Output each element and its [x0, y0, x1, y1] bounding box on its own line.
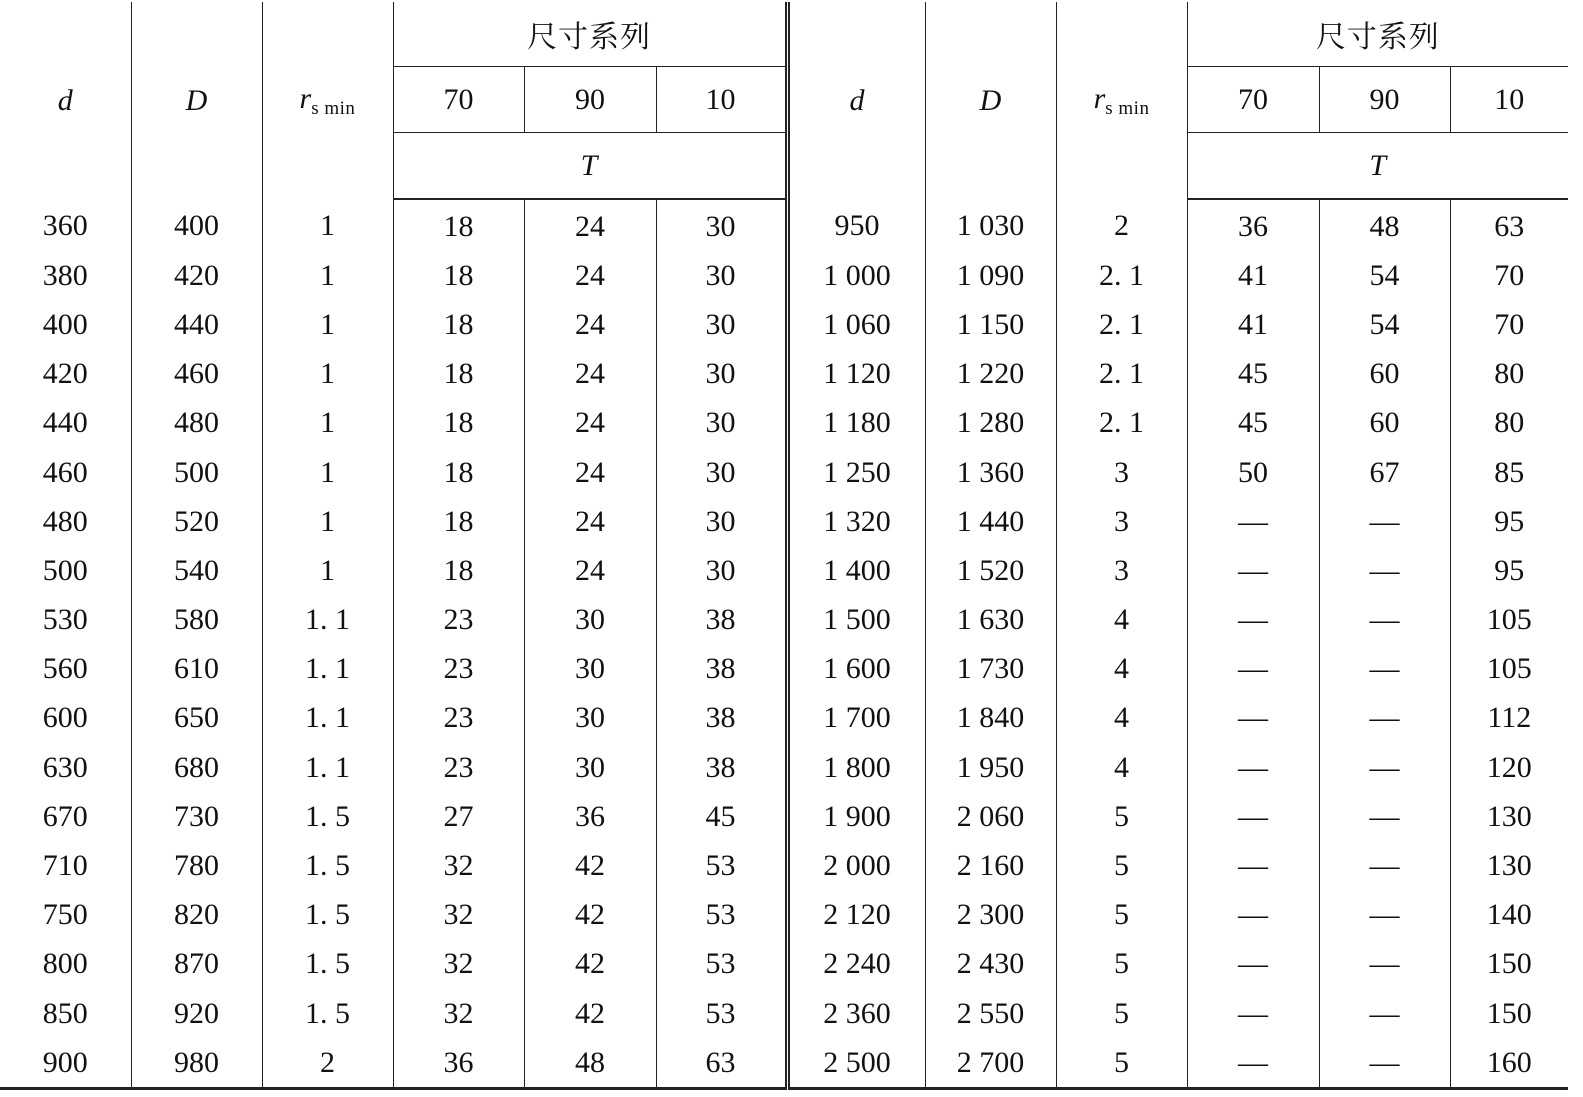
cell-right-t10: 70 — [1450, 300, 1568, 349]
cell-left-t10: 30 — [656, 448, 787, 497]
cell-left-d: 900 — [0, 1038, 131, 1089]
cell-left-t70: 23 — [393, 645, 524, 694]
cell-right-t70: 36 — [1187, 199, 1319, 251]
table-row — [0, 300, 1568, 349]
cell-right-d: 1 000 — [787, 251, 925, 300]
cell-right-t90: — — [1319, 596, 1450, 645]
cell-left-D: 780 — [131, 841, 262, 890]
table-row — [0, 891, 1568, 940]
cell-left-t90: 24 — [524, 399, 656, 448]
cell-right-D: 1 220 — [925, 350, 1056, 399]
cell-right-t10: 150 — [1450, 989, 1568, 1038]
cell-right-d: 950 — [787, 199, 925, 251]
cell-left-t70: 18 — [393, 497, 524, 546]
cell-right-t70: 50 — [1187, 448, 1319, 497]
cell-left-t90: 36 — [524, 792, 656, 841]
cell-left-t90: 24 — [524, 497, 656, 546]
cell-right-D: 1 950 — [925, 743, 1056, 792]
cell-left-t70: 18 — [393, 448, 524, 497]
cell-right-t90: — — [1319, 645, 1450, 694]
cell-left-t10: 53 — [656, 841, 787, 890]
cell-left-t10: 30 — [656, 251, 787, 300]
cell-left-t10: 30 — [656, 546, 787, 595]
cell-right-D: 2 060 — [925, 792, 1056, 841]
cell-right-t70: 41 — [1187, 300, 1319, 349]
cell-right-t90: — — [1319, 546, 1450, 595]
cell-left-t10: 38 — [656, 694, 787, 743]
cell-left-t90: 24 — [524, 300, 656, 349]
header-series-90-left: 90 — [524, 67, 656, 133]
cell-right-d: 1 320 — [787, 497, 925, 546]
cell-left-t90: 24 — [524, 199, 656, 251]
table-row — [0, 199, 1568, 251]
cell-right-r: 2. 1 — [1056, 399, 1187, 448]
cell-right-r: 5 — [1056, 841, 1187, 890]
header-r-sub-right: s min — [1105, 97, 1150, 119]
cell-left-d: 480 — [0, 497, 131, 546]
cell-right-d: 1 180 — [787, 399, 925, 448]
cell-right-t90: — — [1319, 891, 1450, 940]
cell-right-t10: 130 — [1450, 841, 1568, 890]
cell-right-D: 2 550 — [925, 989, 1056, 1038]
cell-right-d: 2 120 — [787, 891, 925, 940]
table-row — [0, 251, 1568, 300]
cell-left-D: 540 — [131, 546, 262, 595]
cell-left-r: 1 — [262, 251, 393, 300]
cell-left-D: 920 — [131, 989, 262, 1038]
cell-right-r: 2. 1 — [1056, 300, 1187, 349]
cell-right-D: 2 700 — [925, 1038, 1056, 1089]
cell-left-t10: 45 — [656, 792, 787, 841]
cell-left-t90: 24 — [524, 546, 656, 595]
header-T-right: T — [1187, 133, 1568, 200]
cell-left-t70: 23 — [393, 694, 524, 743]
cell-right-t10: 140 — [1450, 891, 1568, 940]
header-series-90-right: 90 — [1319, 67, 1450, 133]
cell-right-t70: — — [1187, 891, 1319, 940]
cell-right-t90: 54 — [1319, 300, 1450, 349]
cell-left-d: 560 — [0, 645, 131, 694]
cell-left-D: 610 — [131, 645, 262, 694]
cell-right-r: 2 — [1056, 199, 1187, 251]
cell-right-t70: — — [1187, 743, 1319, 792]
cell-left-d: 850 — [0, 989, 131, 1038]
cell-left-d: 500 — [0, 546, 131, 595]
cell-right-t10: 105 — [1450, 596, 1568, 645]
cell-left-t70: 27 — [393, 792, 524, 841]
cell-left-r: 1 — [262, 448, 393, 497]
cell-right-d: 1 900 — [787, 792, 925, 841]
cell-left-t90: 24 — [524, 350, 656, 399]
cell-right-d: 1 060 — [787, 300, 925, 349]
cell-right-t90: 67 — [1319, 448, 1450, 497]
header-group-left: 尺寸系列 — [393, 2, 787, 67]
cell-right-r: 2. 1 — [1056, 251, 1187, 300]
cell-right-r: 5 — [1056, 940, 1187, 989]
table-row — [0, 694, 1568, 743]
cell-left-t90: 30 — [524, 694, 656, 743]
cell-left-t90: 42 — [524, 940, 656, 989]
cell-right-d: 1 250 — [787, 448, 925, 497]
cell-left-t70: 32 — [393, 989, 524, 1038]
header-group-right: 尺寸系列 — [1187, 2, 1568, 67]
table-row — [0, 1038, 1568, 1089]
cell-right-t70: — — [1187, 792, 1319, 841]
table-row — [0, 940, 1568, 989]
cell-left-t70: 18 — [393, 300, 524, 349]
cell-right-t10: 105 — [1450, 645, 1568, 694]
cell-right-d: 1 400 — [787, 546, 925, 595]
table-row — [0, 399, 1568, 448]
table-row — [0, 596, 1568, 645]
cell-left-t70: 32 — [393, 891, 524, 940]
cell-left-t90: 48 — [524, 1038, 656, 1089]
cell-left-t90: 24 — [524, 448, 656, 497]
cell-right-d: 2 000 — [787, 841, 925, 890]
cell-right-D: 2 430 — [925, 940, 1056, 989]
table-row — [0, 497, 1568, 546]
cell-right-t90: — — [1319, 989, 1450, 1038]
table-row — [0, 546, 1568, 595]
cell-left-r: 1. 5 — [262, 940, 393, 989]
cell-right-t70: — — [1187, 596, 1319, 645]
cell-right-t10: 112 — [1450, 694, 1568, 743]
cell-left-d: 360 — [0, 199, 131, 251]
cell-right-r: 2. 1 — [1056, 350, 1187, 399]
cell-left-D: 980 — [131, 1038, 262, 1089]
cell-right-t90: 60 — [1319, 399, 1450, 448]
cell-left-r: 1 — [262, 300, 393, 349]
header-row-1 — [0, 2, 1568, 67]
cell-left-t10: 30 — [656, 199, 787, 251]
cell-right-t70: — — [1187, 989, 1319, 1038]
cell-right-t70: — — [1187, 645, 1319, 694]
cell-right-D: 1 840 — [925, 694, 1056, 743]
cell-right-D: 1 520 — [925, 546, 1056, 595]
cell-left-t70: 32 — [393, 841, 524, 890]
cell-right-d: 2 240 — [787, 940, 925, 989]
table-row — [0, 989, 1568, 1038]
cell-left-d: 750 — [0, 891, 131, 940]
cell-right-D: 1 730 — [925, 645, 1056, 694]
table-header — [0, 2, 1568, 199]
cell-left-r: 1. 5 — [262, 792, 393, 841]
cell-left-t10: 53 — [656, 989, 787, 1038]
cell-right-r: 5 — [1056, 989, 1187, 1038]
cell-left-t10: 53 — [656, 940, 787, 989]
bearing-dimension-table — [0, 2, 1568, 1090]
cell-left-D: 440 — [131, 300, 262, 349]
cell-right-r: 4 — [1056, 596, 1187, 645]
cell-left-t90: 42 — [524, 841, 656, 890]
cell-right-t70: 41 — [1187, 251, 1319, 300]
table-row — [0, 645, 1568, 694]
cell-right-r: 5 — [1056, 891, 1187, 940]
cell-right-t70: — — [1187, 694, 1319, 743]
cell-left-D: 500 — [131, 448, 262, 497]
cell-right-t10: 150 — [1450, 940, 1568, 989]
cell-left-d: 420 — [0, 350, 131, 399]
cell-left-D: 870 — [131, 940, 262, 989]
cell-left-t10: 38 — [656, 743, 787, 792]
cell-right-D: 2 300 — [925, 891, 1056, 940]
cell-left-t70: 18 — [393, 546, 524, 595]
cell-left-t70: 23 — [393, 596, 524, 645]
cell-right-D: 1 150 — [925, 300, 1056, 349]
cell-right-t90: — — [1319, 694, 1450, 743]
cell-right-t10: 130 — [1450, 792, 1568, 841]
cell-left-r: 1 — [262, 546, 393, 595]
cell-left-t90: 42 — [524, 989, 656, 1038]
cell-left-D: 650 — [131, 694, 262, 743]
cell-right-t90: 54 — [1319, 251, 1450, 300]
cell-right-d: 1 800 — [787, 743, 925, 792]
cell-left-D: 730 — [131, 792, 262, 841]
cell-left-D: 420 — [131, 251, 262, 300]
cell-left-r: 1. 1 — [262, 694, 393, 743]
cell-left-r: 1. 1 — [262, 743, 393, 792]
cell-right-D: 1 090 — [925, 251, 1056, 300]
header-r-right — [1056, 2, 1187, 199]
cell-left-r: 1. 5 — [262, 989, 393, 1038]
cell-left-t70: 36 — [393, 1038, 524, 1089]
cell-left-r: 1. 1 — [262, 596, 393, 645]
cell-left-d: 530 — [0, 596, 131, 645]
cell-left-t10: 53 — [656, 891, 787, 940]
cell-left-t90: 42 — [524, 891, 656, 940]
cell-left-t10: 30 — [656, 497, 787, 546]
cell-right-t90: — — [1319, 940, 1450, 989]
cell-left-r: 1. 5 — [262, 891, 393, 940]
cell-left-D: 680 — [131, 743, 262, 792]
cell-left-d: 670 — [0, 792, 131, 841]
cell-left-t90: 24 — [524, 251, 656, 300]
cell-right-t70: — — [1187, 841, 1319, 890]
cell-left-D: 580 — [131, 596, 262, 645]
cell-right-t70: — — [1187, 1038, 1319, 1089]
cell-right-D: 1 440 — [925, 497, 1056, 546]
cell-left-r: 1 — [262, 199, 393, 251]
cell-left-r: 1 — [262, 399, 393, 448]
cell-right-t10: 70 — [1450, 251, 1568, 300]
header-r-main-right: r — [1093, 81, 1106, 115]
cell-right-r: 4 — [1056, 743, 1187, 792]
header-d-left: d — [0, 2, 131, 199]
cell-right-t70: 45 — [1187, 350, 1319, 399]
cell-left-t70: 18 — [393, 350, 524, 399]
cell-right-t10: 63 — [1450, 199, 1568, 251]
cell-left-t10: 63 — [656, 1038, 787, 1089]
cell-left-d: 380 — [0, 251, 131, 300]
header-series-10-right: 10 — [1450, 67, 1568, 133]
cell-right-d: 2 500 — [787, 1038, 925, 1089]
table-body — [0, 199, 1568, 1089]
cell-left-t90: 30 — [524, 743, 656, 792]
cell-right-D: 2 160 — [925, 841, 1056, 890]
table-row — [0, 841, 1568, 890]
header-series-10-left: 10 — [656, 67, 787, 133]
cell-left-t10: 30 — [656, 399, 787, 448]
cell-right-t90: — — [1319, 743, 1450, 792]
cell-left-t70: 32 — [393, 940, 524, 989]
cell-right-r: 5 — [1056, 1038, 1187, 1089]
cell-right-t10: 95 — [1450, 546, 1568, 595]
cell-right-r: 3 — [1056, 448, 1187, 497]
cell-left-D: 460 — [131, 350, 262, 399]
cell-left-D: 520 — [131, 497, 262, 546]
table-row — [0, 350, 1568, 399]
cell-left-D: 480 — [131, 399, 262, 448]
cell-right-t10: 120 — [1450, 743, 1568, 792]
header-d-right: d — [787, 2, 925, 199]
cell-right-t10: 85 — [1450, 448, 1568, 497]
cell-right-r: 4 — [1056, 645, 1187, 694]
cell-left-D: 400 — [131, 199, 262, 251]
cell-right-t90: 60 — [1319, 350, 1450, 399]
header-D-right: D — [925, 2, 1056, 199]
table-row — [0, 792, 1568, 841]
cell-left-d: 600 — [0, 694, 131, 743]
cell-left-d: 710 — [0, 841, 131, 890]
cell-left-t10: 38 — [656, 596, 787, 645]
cell-left-t10: 30 — [656, 350, 787, 399]
cell-right-r: 5 — [1056, 792, 1187, 841]
cell-left-D: 820 — [131, 891, 262, 940]
cell-left-t70: 18 — [393, 399, 524, 448]
cell-right-t70: — — [1187, 546, 1319, 595]
cell-left-r: 2 — [262, 1038, 393, 1089]
cell-left-d: 800 — [0, 940, 131, 989]
cell-left-r: 1 — [262, 497, 393, 546]
cell-right-D: 1 360 — [925, 448, 1056, 497]
header-T-left: T — [393, 133, 787, 200]
header-r-sub-left: s min — [311, 97, 356, 119]
cell-right-t90: — — [1319, 1038, 1450, 1089]
header-series-70-right: 70 — [1187, 67, 1319, 133]
table-row — [0, 448, 1568, 497]
cell-right-t70: 45 — [1187, 399, 1319, 448]
cell-left-r: 1. 1 — [262, 645, 393, 694]
header-D-left: D — [131, 2, 262, 199]
cell-right-D: 1 280 — [925, 399, 1056, 448]
cell-right-d: 1 700 — [787, 694, 925, 743]
header-series-70-left: 70 — [393, 67, 524, 133]
bearing-dimension-table-container — [0, 2, 1568, 1090]
cell-right-t10: 80 — [1450, 350, 1568, 399]
cell-right-D: 1 630 — [925, 596, 1056, 645]
cell-right-t90: 48 — [1319, 199, 1450, 251]
cell-left-t90: 30 — [524, 596, 656, 645]
cell-right-d: 2 360 — [787, 989, 925, 1038]
cell-right-t10: 160 — [1450, 1038, 1568, 1089]
cell-right-d: 1 600 — [787, 645, 925, 694]
cell-left-d: 440 — [0, 399, 131, 448]
cell-right-t90: — — [1319, 841, 1450, 890]
cell-right-d: 1 120 — [787, 350, 925, 399]
cell-left-r: 1. 5 — [262, 841, 393, 890]
table-row — [0, 743, 1568, 792]
cell-right-t90: — — [1319, 792, 1450, 841]
cell-right-t10: 95 — [1450, 497, 1568, 546]
cell-left-t90: 30 — [524, 645, 656, 694]
cell-right-r: 4 — [1056, 694, 1187, 743]
cell-left-d: 630 — [0, 743, 131, 792]
cell-right-t10: 80 — [1450, 399, 1568, 448]
header-r-main-left: r — [299, 81, 312, 115]
cell-right-d: 1 500 — [787, 596, 925, 645]
cell-right-t70: — — [1187, 940, 1319, 989]
cell-left-t70: 18 — [393, 251, 524, 300]
cell-right-r: 3 — [1056, 497, 1187, 546]
cell-left-t10: 30 — [656, 300, 787, 349]
cell-left-d: 400 — [0, 300, 131, 349]
cell-left-t10: 38 — [656, 645, 787, 694]
cell-left-t70: 23 — [393, 743, 524, 792]
header-r-left — [262, 2, 393, 199]
cell-left-t70: 18 — [393, 199, 524, 251]
cell-left-r: 1 — [262, 350, 393, 399]
cell-right-t70: — — [1187, 497, 1319, 546]
cell-right-t90: — — [1319, 497, 1450, 546]
cell-right-r: 3 — [1056, 546, 1187, 595]
cell-right-D: 1 030 — [925, 199, 1056, 251]
cell-left-d: 460 — [0, 448, 131, 497]
